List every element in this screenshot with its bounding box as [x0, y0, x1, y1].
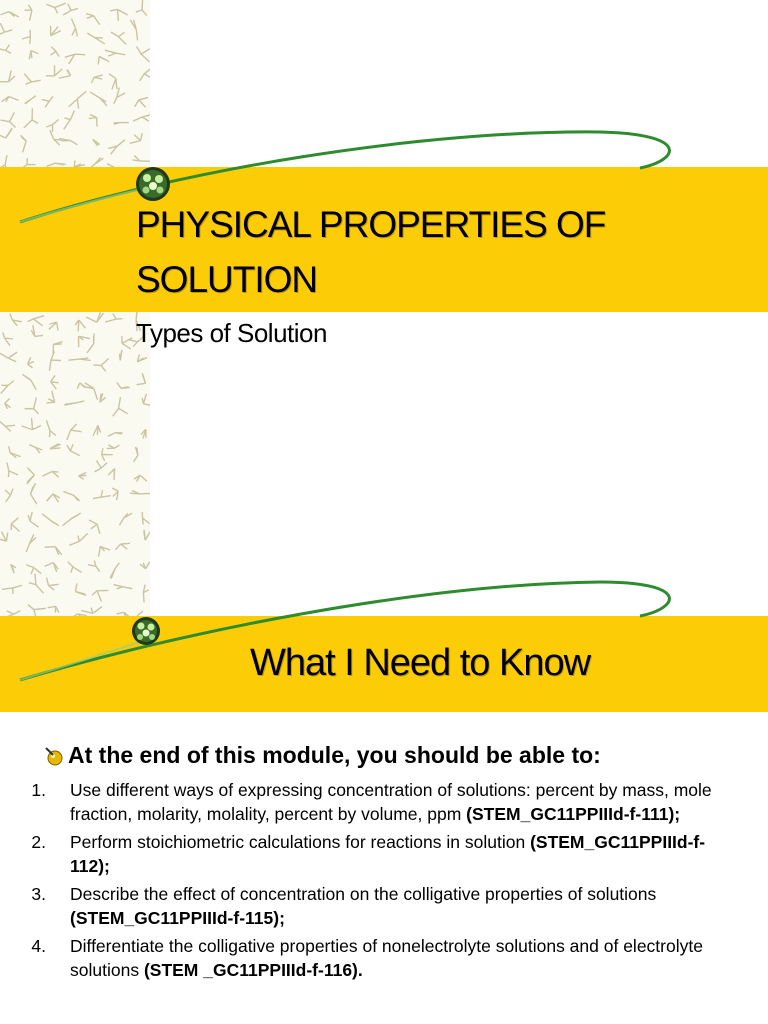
slide-title: What I Need to Know	[249, 642, 591, 684]
list-item	[0, 778, 768, 826]
item-text: Use different ways of expressing concentration of solutions: percent by mass, mole fraction, molarity, molality, percent by volume, ppm	[70, 780, 712, 824]
item-number: 1.	[31, 780, 46, 800]
item-text: Describe the effect of concentration on the colligative properties of solutions	[70, 884, 657, 904]
slide-title	[136, 197, 736, 307]
item-number: 4.	[31, 936, 46, 956]
intro-text: At the end of this module, you should be able to:	[68, 742, 601, 768]
item-text: Perform stoichiometric calculations for reactions in solution	[70, 832, 531, 852]
slide-title-line1: PHYSICAL PROPERTIES OF	[136, 204, 606, 245]
list-item	[0, 830, 768, 878]
item-code: (STEM_GC11PPIIId-f-111);	[466, 804, 681, 824]
objectives-list	[0, 778, 768, 986]
pin-bullet-icon	[44, 746, 64, 766]
objectives-slide	[0, 512, 768, 1024]
list-item	[0, 934, 768, 982]
item-code: (STEM_GC11PPIIId-f-115);	[70, 908, 285, 928]
item-text: Differentiate the colligative properties of nonelectrolyte solutions and of electrolyte solutions	[70, 936, 703, 980]
slide-title-line2: SOLUTION	[136, 259, 318, 300]
item-code: (STEM _GC11PPIIId-f-116).	[143, 960, 363, 980]
item-number: 3.	[31, 884, 46, 904]
list-item	[0, 882, 768, 930]
slide-subtitle: Types of Solution	[136, 318, 327, 348]
item-number: 2.	[31, 832, 46, 852]
item-code: (STEM_GC11PPIIId-f-112);	[70, 832, 706, 876]
